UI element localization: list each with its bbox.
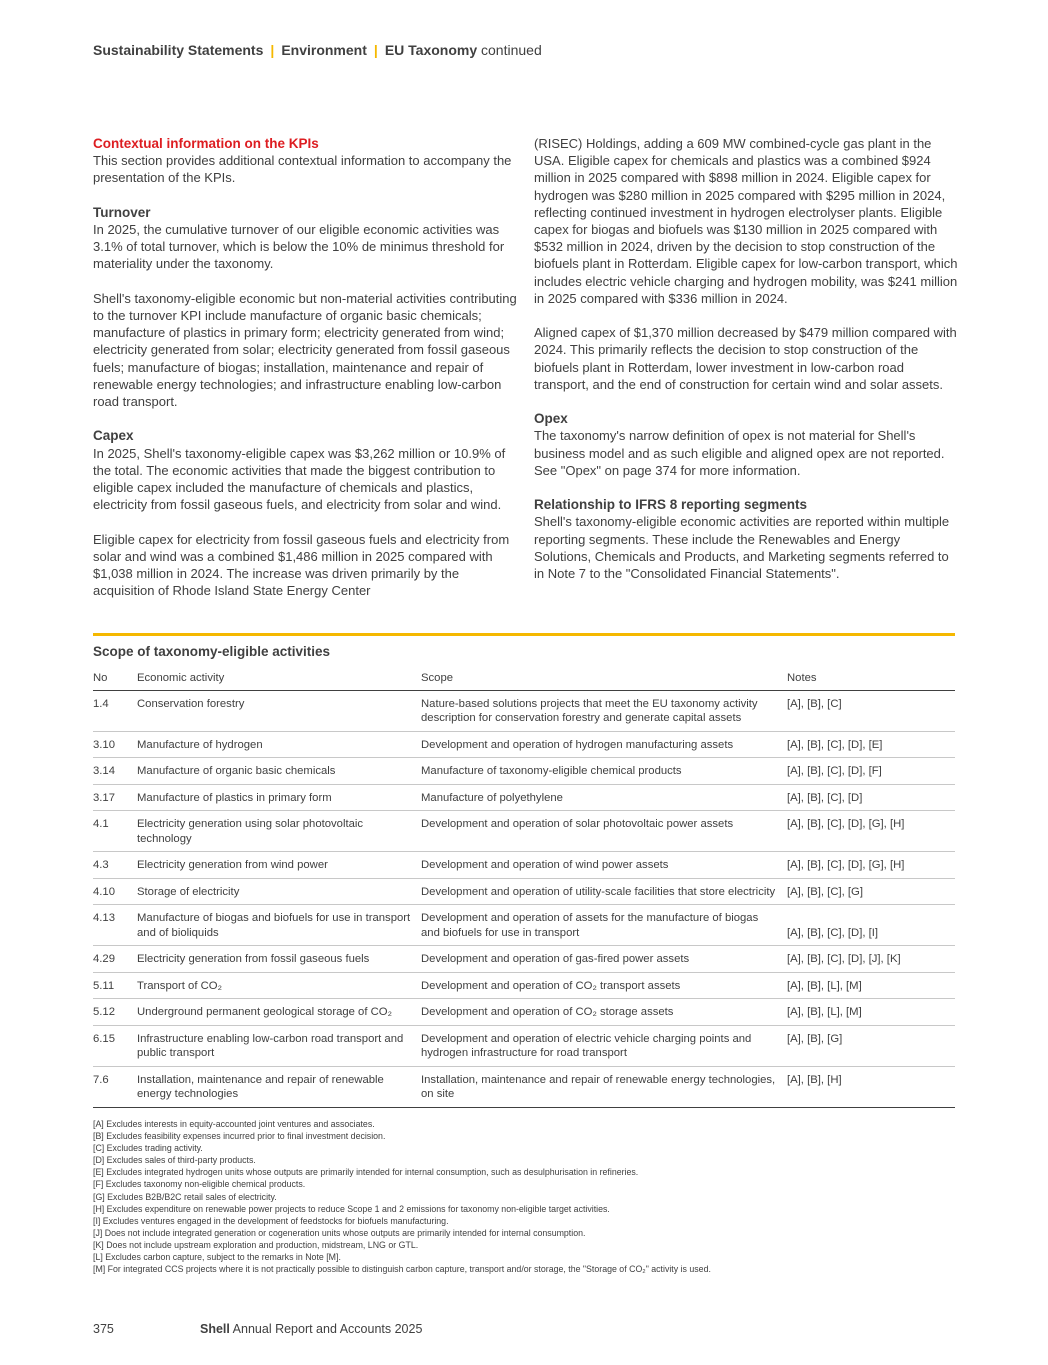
cell-activity: Infrastructure enabling low-carbon road transport and public transport [137, 1025, 421, 1066]
header-scope: Scope [421, 665, 787, 690]
page-footer [93, 1322, 422, 1336]
table-header-row [93, 665, 955, 690]
cell-activity: Manufacture of plastics in primary form [137, 784, 421, 811]
breadcrumb-separator: | [373, 42, 378, 58]
capex-paragraph-1: In 2025, Shell's taxonomy-eligible capex was $3,262 million or 10.9% of the total. The economic activities that made the biggest contribution to eligible capex included the manufacture of chemicals and plastics, electricity from fossil gaseous fuels, and electricity from solar and wind. [93, 445, 506, 513]
cell-no: 4.1 [93, 811, 137, 852]
table-row [93, 690, 955, 731]
cell-notes: [A], [B], [C], [D] [787, 784, 955, 811]
cell-activity: Installation, maintenance and repair of renewable energy technologies [137, 1066, 421, 1107]
table-divider [93, 633, 955, 636]
cell-scope: Development and operation of gas-fired power assets [421, 946, 787, 973]
cell-scope: Installation, maintenance and repair of renewable energy technologies, on site [421, 1066, 787, 1107]
cell-no: 4.29 [93, 946, 137, 973]
header-no: No [93, 665, 137, 690]
cell-activity: Storage of electricity [137, 878, 421, 905]
table-row [93, 878, 955, 905]
breadcrumb-environment[interactable]: Environment [281, 42, 367, 58]
capex-heading: Capex [93, 428, 134, 444]
cell-activity: Manufacture of hydrogen [137, 731, 421, 758]
footnote: [B] Excludes feasibility expenses incurred prior to final investment decision. [93, 1131, 386, 1142]
turnover-paragraph-2: Shell's taxonomy-eligible economic but non-material activities contributing to the turnover KPI include manufacture of organic basic chemicals; manufacture of plastics in primary form; electricity generated from wind; electricity generated from solar; electricity generated from fossil gaseous fuels; manufacture of biogas; installation, maintenance and repair of renewable energy technologies; and infrastructure enabling low-carbon road transport. [93, 290, 517, 410]
cell-scope: Manufacture of taxonomy-eligible chemical products [421, 758, 787, 785]
breadcrumb-separator: | [270, 42, 275, 58]
cell-activity: Electricity generation from wind power [137, 852, 421, 879]
footnote: [M] For integrated CCS projects where it is not practically possible to distinguish carbon capture, transport and/or storage, the "Storage of CO₂" activity is used. [93, 1264, 711, 1275]
footnote: [K] Does not include upstream exploration and production, midstream, LNG or GTL. [93, 1239, 419, 1250]
table-row [93, 1066, 955, 1107]
page-number: 375 [93, 1322, 114, 1336]
cell-scope: Manufacture of polyethylene [421, 784, 787, 811]
cell-activity: Manufacture of organic basic chemicals [137, 758, 421, 785]
cell-no: 4.3 [93, 852, 137, 879]
cell-no: 5.11 [93, 972, 137, 999]
footnote: [H] Excludes expenditure on renewable power projects to reduce Scope 1 and 2 emissions for taxonomy non-eligible target activities. [93, 1203, 610, 1214]
footnote: [A] Excludes interests in equity-accounted joint ventures and associates. [93, 1119, 375, 1129]
cell-no: 1.4 [93, 690, 137, 731]
footnote: [F] Excludes taxonomy non-eligible chemical products. [93, 1179, 306, 1190]
cell-scope: Development and operation of electric vehicle charging points and hydrogen infrastructure for road transport [421, 1025, 787, 1066]
cell-notes: [A], [B], [H] [787, 1066, 955, 1107]
scope-table [93, 665, 955, 1108]
cell-notes: [A], [B], [C], [D], [I] [787, 905, 955, 946]
capex-paragraph-2-continued: (RISEC) Holdings, adding a 609 MW combined-cycle gas plant in the USA. Eligible capex for chemicals and plastics was a combined $924 million in 2025 compared with $898 million in 2024. Eligible capex for hydrogen was $280 million in 2025 compared with $295 million in 2024, reflecting continued investment in hydrogen electrolyser plants. Eligible capex for biogas and biofuels was $130 million in 2025 compared with $532 million in 2024, driven by the decision to stop construction of the biofuels plant in Rotterdam. Eligible capex for low-carbon transport, which includes electric vehicle charging and hydrogen mobility, was $241 million in 2025 compared with $336 million in 2024. [534, 136, 958, 306]
table-row [93, 811, 955, 852]
table-row [93, 1025, 955, 1066]
kpi-context-intro: This section provides additional contextual information to accompany the presentation of the KPIs. [93, 153, 512, 186]
capex-paragraph-3: Aligned capex of $1,370 million decreased by $479 million compared with 2024. This primarily reflects the decision to stop construction of the biofuels plant in Rotterdam, lower investment in low-carbon road transport, and the end of construction for certain wind and solar assets. [534, 325, 957, 392]
cell-activity: Electricity generation from fossil gaseous fuels [137, 946, 421, 973]
footnote: [I] Excludes ventures engaged in the development of feedstocks for biofuels manufacturing. [93, 1215, 449, 1226]
table-row [93, 758, 955, 785]
breadcrumb-eu-taxonomy[interactable]: EU Taxonomy [384, 42, 478, 58]
cell-notes: [A], [B], [C], [D], [E] [787, 731, 955, 758]
right-column [534, 135, 958, 599]
cell-activity: Underground permanent geological storage of CO₂ [137, 999, 421, 1026]
cell-notes: [A], [B], [C], [D], [F] [787, 758, 955, 785]
breadcrumb-continued: continued [481, 42, 542, 58]
cell-notes: [A], [B], [G] [787, 1025, 955, 1066]
cell-activity: Electricity generation using solar photovoltaic technology [137, 811, 421, 852]
scope-table-section [93, 633, 955, 1108]
capex-paragraph-2: Eligible capex for electricity from fossil gaseous fuels and electricity from solar and wind was a combined $1,486 million in 2025 compared with $1,038 million in 2024. The increase was driven primarily by the acquisition of Rhode Island State Energy Center [93, 531, 510, 599]
table-row [93, 972, 955, 999]
turnover-heading: Turnover [93, 204, 151, 220]
cell-notes: [A], [B], [L], [M] [787, 999, 955, 1026]
footnote: [J] Does not include integrated generation or cogeneration units whose outputs are primarily intended for internal consumption. [93, 1227, 586, 1238]
opex-heading: Opex [534, 411, 568, 427]
header-notes: Notes [787, 665, 955, 690]
footnote: [E] Excludes integrated hydrogen units whose outputs are primarily intended for internal consumption, such as desulphurisation in refineries. [93, 1167, 639, 1178]
table-row [93, 784, 955, 811]
cell-notes: [A], [B], [C], [D], [G], [H] [787, 811, 955, 852]
cell-no: 6.15 [93, 1025, 137, 1066]
cell-notes: [A], [B], [C], [D], [J], [K] [787, 946, 955, 973]
breadcrumb-sustainability[interactable]: Sustainability Statements [93, 42, 264, 58]
table-row [93, 905, 955, 946]
table-title: Scope of taxonomy-eligible activities [93, 644, 331, 659]
cell-no: 4.10 [93, 878, 137, 905]
table-row [93, 852, 955, 879]
cell-activity: Manufacture of biogas and biofuels for use in transport and of bioliquids [137, 905, 421, 946]
footnote: [C] Excludes trading activity. [93, 1143, 203, 1154]
cell-notes: [A], [B], [C] [787, 690, 955, 731]
cell-scope: Development and operation of solar photovoltaic power assets [421, 811, 787, 852]
footnote: [G] Excludes B2B/B2C retail sales of electricity. [93, 1191, 277, 1202]
table-row [93, 946, 955, 973]
cell-no: 4.13 [93, 905, 137, 946]
table-row [93, 731, 955, 758]
cell-scope: Development and operation of utility-scale facilities that store electricity [421, 878, 787, 905]
footnotes [93, 1118, 955, 1275]
cell-no: 5.12 [93, 999, 137, 1026]
cell-notes: [A], [B], [C], [G] [787, 878, 955, 905]
cell-no: 3.14 [93, 758, 137, 785]
cell-notes: [A], [B], [L], [M] [787, 972, 955, 999]
opex-paragraph: The taxonomy's narrow definition of opex is not material for Shell's business model and as such eligible and aligned opex are not reported. See "Opex" on page 374 for more information. [534, 428, 945, 478]
cell-scope: Development and operation of assets for the manufacture of biogas and biofuels for use in transport [421, 905, 787, 946]
ifrs-heading: Relationship to IFRS 8 reporting segments [534, 497, 808, 513]
cell-scope: Development and operation of CO₂ transport assets [421, 972, 787, 999]
cell-scope: Development and operation of wind power assets [421, 852, 787, 879]
cell-no: 7.6 [93, 1066, 137, 1107]
breadcrumb [93, 42, 542, 58]
cell-scope: Development and operation of CO₂ storage assets [421, 999, 787, 1026]
footnote: [D] Excludes sales of third-party products. [93, 1155, 256, 1166]
cell-activity: Transport of CO₂ [137, 972, 421, 999]
cell-activity: Conservation forestry [137, 690, 421, 731]
ifrs-paragraph: Shell's taxonomy-eligible economic activities are reported within multiple reporting segments. These include the Renewables and Energy Solutions, Chemicals and Products, and Marketing segments referred to in Note 7 to the "Consolidated Financial Statements". [534, 514, 950, 582]
turnover-paragraph-1: In 2025, the cumulative turnover of our eligible economic activities was 3.1% of total turnover, which is below the 10% de minimus threshold for materiality under the taxonomy. [93, 222, 505, 272]
footer-report-title: Annual Report and Accounts 2025 [232, 1322, 423, 1336]
footer-brand: Shell [200, 1322, 230, 1336]
cell-scope: Development and operation of hydrogen manufacturing assets [421, 731, 787, 758]
cell-scope: Nature-based solutions projects that meet the EU taxonomy activity description for conservation forestry and generate capital assets [421, 690, 787, 731]
kpi-context-heading: Contextual information on the KPIs [93, 136, 319, 151]
header-activity: Economic activity [137, 665, 421, 690]
cell-no: 3.17 [93, 784, 137, 811]
cell-notes: [A], [B], [C], [D], [G], [H] [787, 852, 955, 879]
cell-no: 3.10 [93, 731, 137, 758]
left-column [93, 135, 517, 617]
table-row [93, 999, 955, 1026]
footnote: [L] Excludes carbon capture, subject to the remarks in Note [M]. [93, 1252, 341, 1263]
